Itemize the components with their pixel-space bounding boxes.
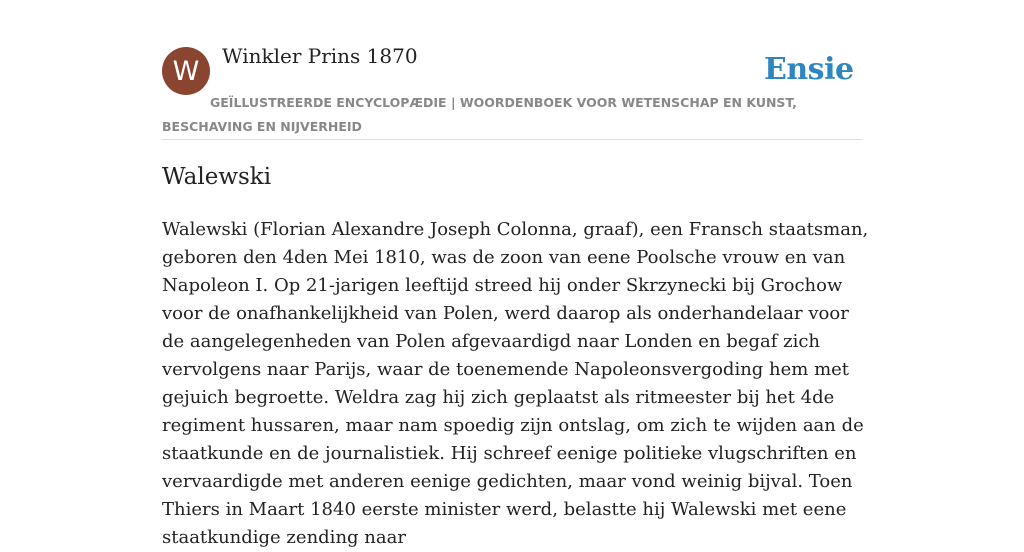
brand-logo[interactable]: Ensie <box>764 52 854 87</box>
page-title: Walewski <box>162 164 272 190</box>
site-title[interactable]: Winkler Prins 1870 <box>222 44 418 68</box>
header-divider <box>162 139 862 140</box>
site-subtitle: GEÏLLUSTREERDE ENCYCLOPÆDIE | WOORDENBOEK VOOR WETENSCHAP EN KUNST, BESCHAVING EN NIJVERHEID <box>162 95 797 134</box>
avatar[interactable]: W <box>162 47 210 95</box>
article-body: Walewski (Florian Alexandre Joseph Colonna, graaf), een Fransch staatsman, geboren den 4den Mei 1810, was de zoon van eene Poolsche vrouw en van Napoleon I. Op 21-jarigen leeftijd streed hij onder Skrzynecki bij Grochow voor de onafhankelijkheid van Polen, werd daarop als onderhandelaar voor de aangelegenheden van Polen afgevaardigd naar Londen en begaf zich vervolgens naar Parijs, waar de toenemende Napoleonsvergoding hem met gejuich begroette. Weldra zag hij zich geplaatst als ritmeester bij het 4de regiment hussaren, maar nam spoedig zijn ontslag, om zich te wijden aan de staatkunde en de journalistiek. Hij schreef eenige politieke vlugschriften en vervaardigde met anderen eenige gedichten, maar vond weinig bijval. Toen Thiers in Maart 1840 eerste minister werd, belastte hij Walewski met eene staatkundige zending naar <box>162 219 869 548</box>
